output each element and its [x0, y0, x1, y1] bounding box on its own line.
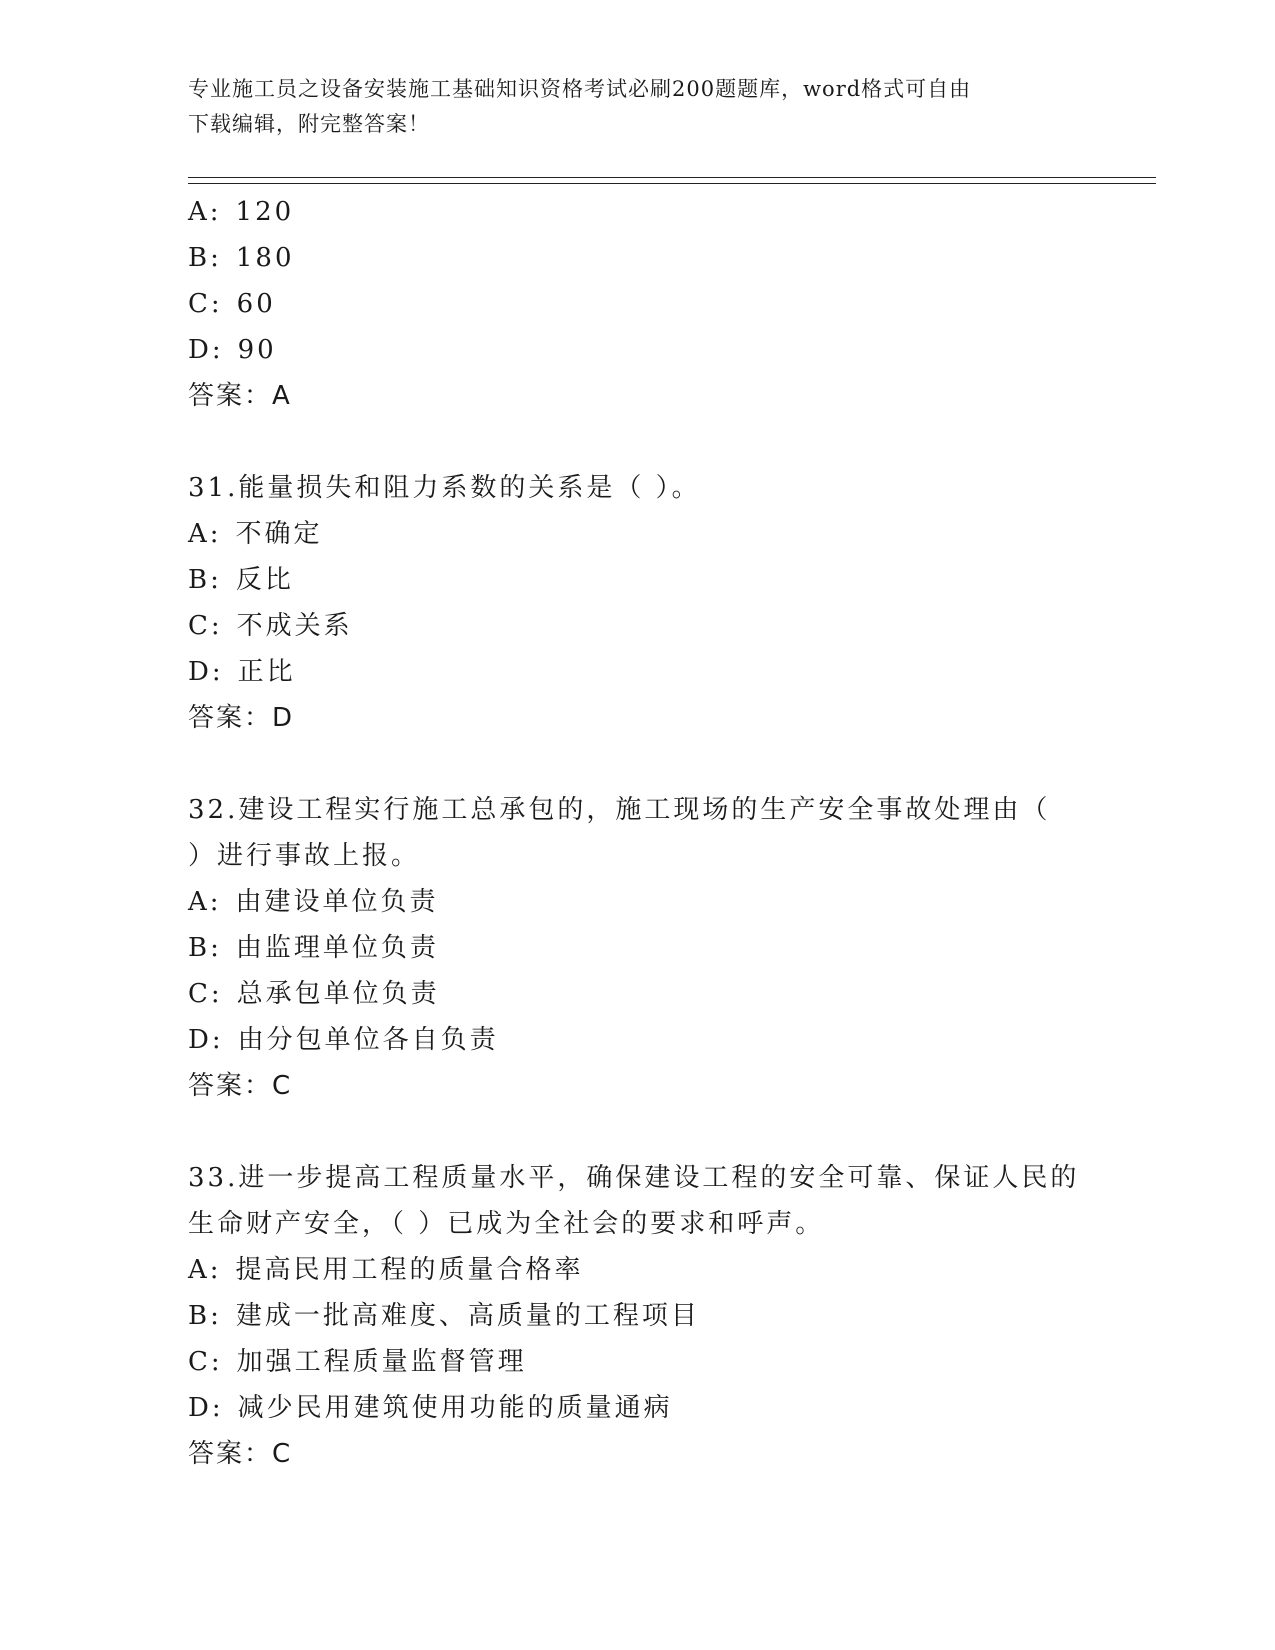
option-separator: :: [210, 1347, 223, 1377]
option-a: [188, 511, 1088, 557]
option-separator: :: [211, 1025, 224, 1055]
option-b: [188, 235, 1088, 281]
option-text: 60: [236, 289, 276, 319]
option-text: 90: [237, 335, 277, 365]
question-stem-continued: ）进行事故上报。: [188, 841, 421, 871]
question-32: [188, 787, 1088, 1109]
option-a: [188, 1247, 1088, 1293]
question-list: [188, 189, 1088, 1477]
option-letter: D: [188, 657, 212, 687]
option-separator: :: [210, 565, 222, 595]
option-letter: D: [188, 335, 212, 365]
option-text: 总承包单位负责: [236, 979, 440, 1009]
question-stem: 32.建设工程实行施工总承包的，施工现场的生产安全事故处理由（: [188, 795, 1051, 825]
option-separator: :: [209, 1255, 222, 1285]
option-text: 建成一批高难度、高质量的工程项目: [235, 1301, 700, 1331]
option-d: [188, 1385, 1088, 1431]
option-text: 由建设单位负责: [235, 887, 439, 917]
answer-line: 答案：D: [188, 703, 295, 733]
option-c: [188, 971, 1088, 1017]
option-separator: :: [211, 335, 224, 365]
question-stem: 33.进一步提高工程质量水平，确保建设工程的安全可靠、保证人民的: [188, 1163, 1080, 1193]
option-letter: D: [188, 1025, 212, 1055]
option-letter: B: [188, 933, 211, 963]
option-text: 提高民用工程的质量合格率: [235, 1255, 584, 1285]
option-text: 不确定: [235, 519, 323, 549]
option-text: 由监理单位负责: [235, 933, 439, 963]
option-c: [188, 1339, 1088, 1385]
option-separator: :: [209, 519, 222, 549]
option-separator: :: [210, 289, 223, 319]
option-separator: :: [210, 933, 222, 963]
spacer: [188, 419, 1088, 465]
header-line-2: 下载编辑，附完整答案！: [188, 112, 430, 136]
previous-question-block: [188, 189, 1088, 419]
option-d: [188, 649, 1088, 695]
option-separator: :: [210, 1301, 222, 1331]
answer-line: 答案：A: [188, 381, 292, 411]
option-separator: :: [209, 887, 222, 917]
option-letter: C: [188, 979, 211, 1009]
option-b: [188, 557, 1088, 603]
header-line-1: 专业施工员之设备安装施工基础知识资格考试必刷200题题库，word格式可自由: [188, 77, 972, 101]
option-separator: :: [211, 1393, 224, 1423]
option-a: [188, 879, 1088, 925]
option-letter: B: [188, 243, 211, 273]
option-letter: A: [188, 1255, 210, 1285]
option-separator: :: [210, 243, 222, 273]
option-letter: C: [188, 1347, 211, 1377]
option-c: [188, 281, 1088, 327]
header-divider-bottom: [188, 183, 1156, 184]
question-31: [188, 465, 1088, 741]
option-letter: C: [188, 611, 211, 641]
question-stem-continued: 生命财产安全，（ ）已成为全社会的要求和呼声。: [188, 1209, 825, 1239]
option-text: 由分包单位各自负责: [237, 1025, 499, 1055]
option-d: [188, 1017, 1088, 1063]
option-c: [188, 603, 1088, 649]
option-text: 120: [235, 197, 295, 227]
header-divider-top: [188, 177, 1156, 178]
option-letter: A: [188, 519, 210, 549]
option-text: 正比: [237, 657, 296, 687]
option-letter: B: [188, 565, 211, 595]
option-text: 180: [235, 243, 295, 273]
option-separator: :: [210, 979, 223, 1009]
option-b: [188, 1293, 1088, 1339]
answer-line: 答案：C: [188, 1439, 293, 1469]
answer-line: 答案：C: [188, 1071, 293, 1101]
option-text: 不成关系: [236, 611, 353, 641]
option-separator: :: [210, 611, 223, 641]
question-stem: 31.能量损失和阻力系数的关系是（ ）。: [188, 473, 701, 503]
option-letter: A: [188, 197, 210, 227]
option-letter: C: [188, 289, 211, 319]
option-separator: :: [211, 657, 224, 687]
option-letter: A: [188, 887, 210, 917]
spacer: [188, 1109, 1088, 1155]
option-text: 减少民用建筑使用功能的质量通病: [237, 1393, 673, 1423]
question-33: [188, 1155, 1088, 1477]
option-separator: :: [209, 197, 222, 227]
option-b: [188, 925, 1088, 971]
option-d: [188, 327, 1088, 373]
document-header: [188, 72, 1088, 142]
option-text: 加强工程质量监督管理: [236, 1347, 527, 1377]
option-letter: D: [188, 1393, 212, 1423]
spacer: [188, 741, 1088, 787]
option-a: [188, 189, 1088, 235]
option-text: 反比: [235, 565, 294, 595]
option-letter: B: [188, 1301, 211, 1331]
